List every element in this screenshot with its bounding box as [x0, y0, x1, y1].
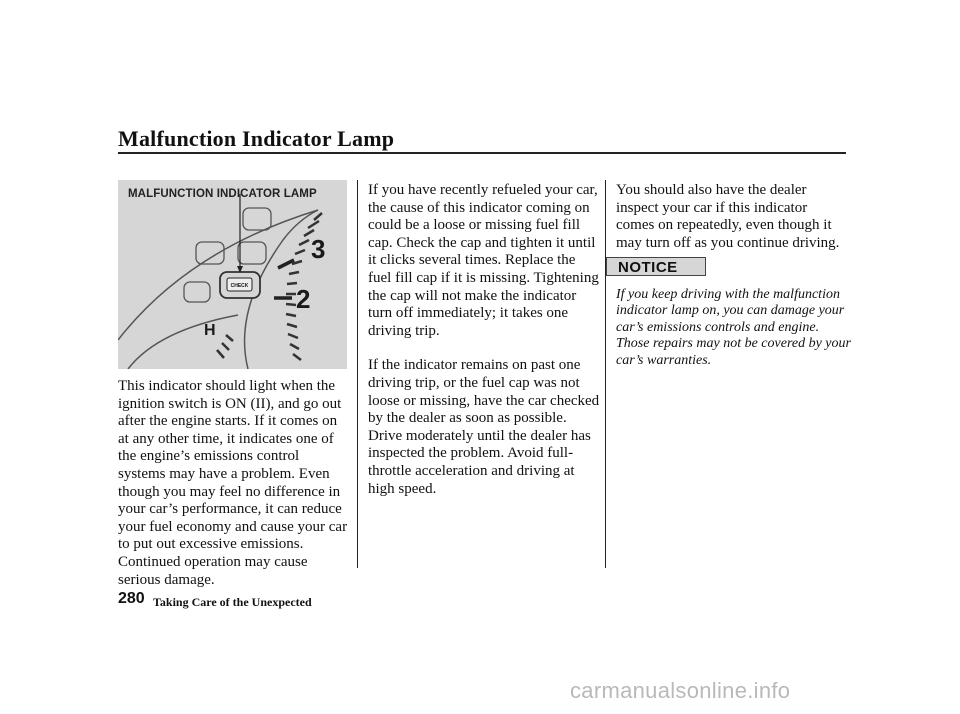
check-icon-text: CHECK — [230, 283, 249, 289]
left-column — [118, 378, 350, 606]
title-rule — [118, 152, 846, 154]
footer-watermark: carmanualsonline.info — [570, 678, 791, 703]
page-title: Malfunction Indicator Lamp — [118, 126, 395, 151]
figure-label: MALFUNCTION INDICATOR LAMP — [128, 188, 317, 200]
notice-badge: NOTICE — [606, 257, 706, 276]
page-number: 280 — [118, 590, 145, 607]
notice-text: If you keep driving with the malfunction indicator lamp on, you can damage your car’s emissions controls and engine. Those repairs may not be covered by your car’s warranties. — [616, 287, 851, 368]
middle-paragraph-1: If you have recently refueled your car, the cause of this indicator coming on could be a loose or missing fuel fill cap. Check the cap and tighten it until it clicks several times. Replace the fuel fill cap if it is missing. Tightening the cap will not make the indicator turn off immediately; it takes one driving trip. — [368, 182, 599, 339]
gauge-mark-h: H — [204, 322, 216, 339]
right-paragraph-1: You should also have the dealer inspect your car if this indicator comes on repeatedly, even though it may turn off as you continue driving. — [616, 182, 840, 251]
middle-column — [368, 182, 600, 515]
indicator-figure — [118, 180, 347, 369]
gauge-mark-3: 3 — [311, 234, 326, 264]
section-name: Taking Care of the Unexpected — [153, 595, 312, 609]
left-paragraph-1: This indicator should light when the ignition switch is ON (II), and go out after the engine starts. If it comes on at any other time, it indicates one of the engine’s emissions control systems may have a problem. Even though you may feel no difference in your car’s performance, it can reduce your fuel economy and cause your car to put out excessive emissions. Continued operation may cause serious damage. — [118, 378, 348, 588]
middle-paragraph-2: If the indicator remains on past one driving trip, or the fuel cap was not loose or missing, have the car checked by the dealer as soon as possible. Drive moderately until the dealer has inspected the problem. Avoid full-throttle acceleration and driving at high speed. — [368, 357, 600, 497]
gauge-mark-2: 2 — [296, 284, 311, 314]
column-divider-2 — [605, 180, 606, 568]
dashboard-illustration — [118, 180, 347, 369]
column-divider-1 — [357, 180, 358, 568]
